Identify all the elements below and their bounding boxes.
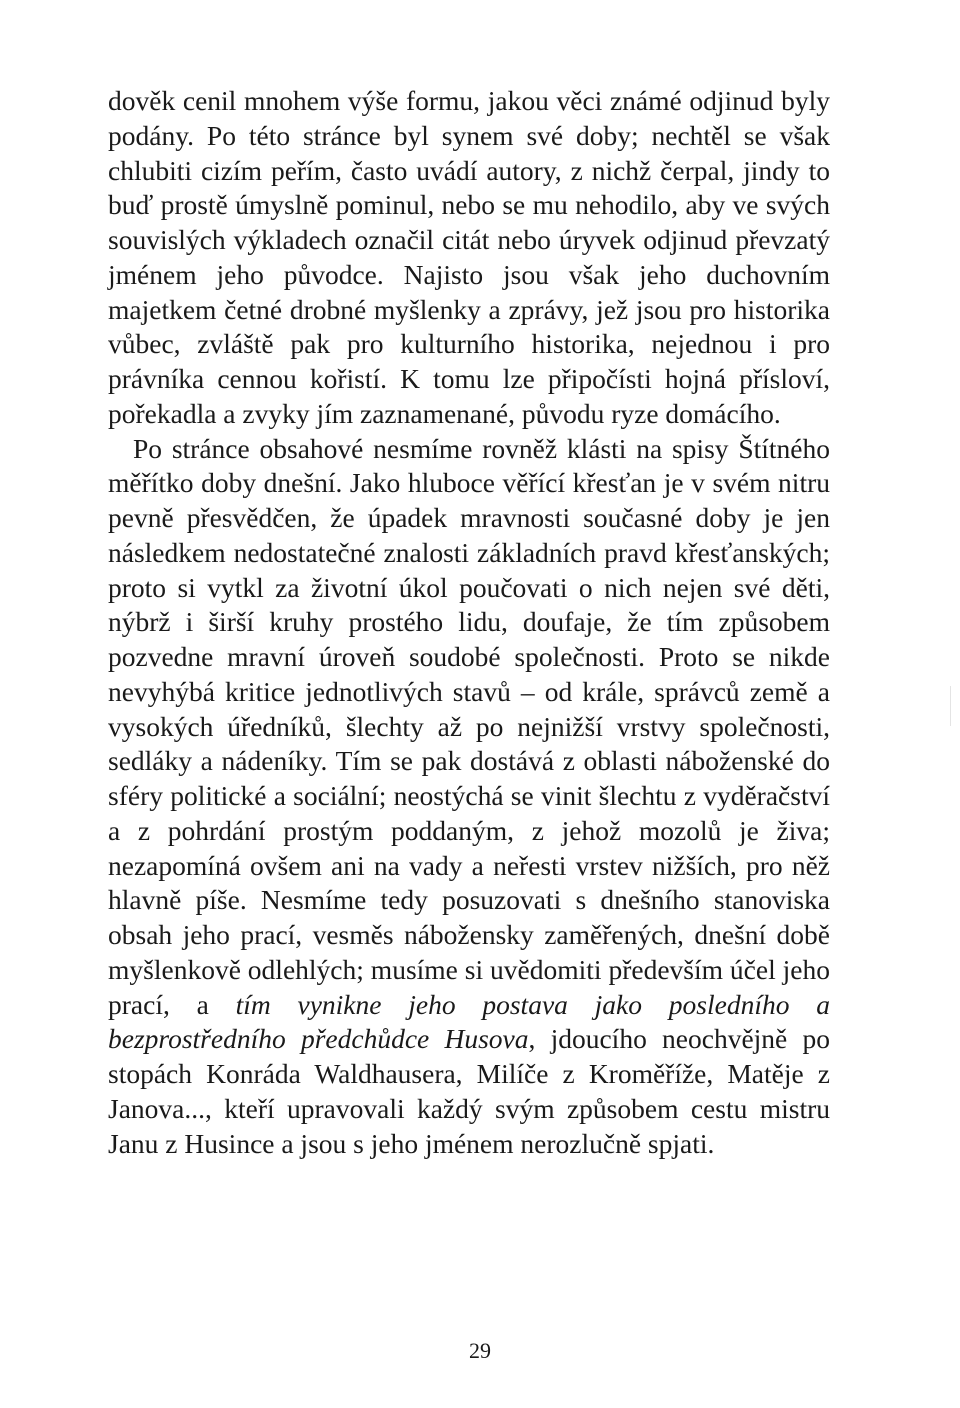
paragraph-2-text-after-emphasis: , jdoucího neochvějně po stopách Konráda Waldhausera, Milíče z Kroměříže, Matěje z Janova..., kteří upravovali každý svým způsobem cestu mistru Janu z Husince a jsou s jeho jménem nerozlučně spjati.: [108, 1023, 830, 1159]
scan-edge-mark: [950, 686, 951, 726]
page-number: 29: [469, 1338, 491, 1363]
paragraph-2: [108, 432, 830, 1162]
page-body: [108, 84, 830, 1161]
paragraph-1: dověk cenil mnohem výše formu, jakou věci známé odjinud byly podány. Po této stránce byl synem své doby; nechtěl se však chlubiti cizím peřím, často uvádí autory, z nichž čerpal, jindy to buď prostě úmyslně pominul, nebo se mu nehodilo, aby ve svých souvislých výkladech označil citát nebo úryvek odjinud převzatý jménem jeho původce. Najisto jsou však jeho duchovním majetkem četné drobné myšlenky a zprávy, jež jsou pro historika vůbec, zvláště pak pro kulturního historika, nejednou i pro právníka cennou kořistí. K tomu lze připočísti hojná přísloví, pořekadla a zvyky jím zaznamenané, původu ryze domácího.: [108, 85, 830, 429]
paragraph-2-emphasis: tím vynikne jeho postava jako posledního a bezprostředního předchůdce Husova: [108, 988, 830, 1055]
paragraph-2-text-before-emphasis: Po stránce obsahové nesmíme rovněž klásti na spisy Štítného měřítko doby dnešní. Jako hluboce věřící křesťan je v svém nitru pevně přesvědčen, že úpadek mravnosti současné doby je jen následkem nedostatečné znalosti základních pravd křesťanských; proto si vytkl za životní úkol poučovati o nich nejen své děti, nýbrž i širší kruhy prostého lidu, doufaje, že tím způsobem pozvedne mravní úroveň soudobé společnosti. Proto se nikde nevyhýbá kritice jednotlivých stavů – od krále, správců země a vysokých úředníků, šlechty až po nejnižší vrstvy společnosti, sedláky a nádeníky. Tím se pak dostává z oblasti náboženské do sféry politické a sociální; neostýchá se vinit šlechtu z vyděračství a z pohrdání prostým poddaným, z jehož mozolů je živa; nezapomíná ovšem ani na vady a neřesti vrstev nižších, pro něž hlavně píše. Nesmíme tedy posuzovati s dnešního stanoviska obsah jeho prací, vesměs nábožensky zaměřených, dnešní době myšlenkově odlehlých; musíme si uvědomiti především účel jeho prací, a: [108, 432, 830, 1020]
